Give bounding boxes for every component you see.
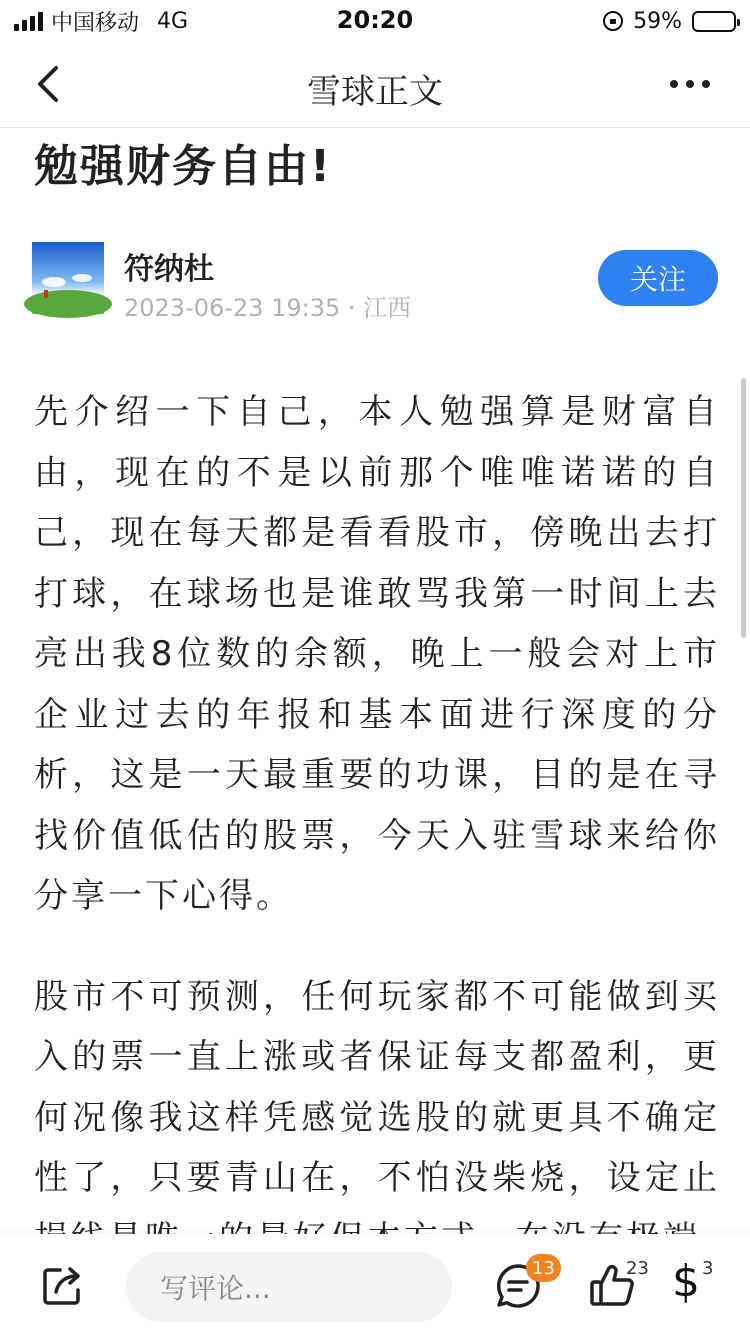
article-paragraph: 股市不可预测，任何玩家都不可能做到买入的票一直上涨或者保证每支都盈利，更何况像我这样凭感觉选股的就更具不确定性了，只要青山在，不怕没柴烧，设定止 bbox=[34, 976, 720, 1198]
status-right bbox=[603, 8, 736, 34]
scrollbar[interactable] bbox=[741, 378, 746, 638]
orientation-lock-icon bbox=[603, 11, 623, 31]
avatar[interactable] bbox=[32, 242, 104, 314]
more-dot bbox=[702, 80, 710, 88]
comment-input[interactable]: 写评论... bbox=[126, 1252, 452, 1322]
author-name[interactable]: 符纳杜 bbox=[124, 252, 214, 287]
comment-count-badge: 13 bbox=[526, 1254, 561, 1282]
nav-bar bbox=[0, 42, 750, 128]
bottom-bar bbox=[0, 1234, 750, 1334]
more-button[interactable] bbox=[670, 72, 710, 96]
more-dot bbox=[686, 80, 694, 88]
like-count: 23 bbox=[626, 1258, 649, 1279]
reward-button[interactable]: $ bbox=[672, 1256, 700, 1307]
post-meta: 2023-06-23 19:35 · 江西 bbox=[124, 294, 412, 322]
follow-button[interactable]: 关注 bbox=[598, 250, 718, 306]
article-headline: 勉强财务自由! bbox=[34, 141, 333, 192]
article-paragraph: 先介绍一下自己，本人勉强算是财富自由，现在的不是以前那个唯唯诺诺的自己，现在每天都是看看股市，傍晚出去打打球，在球场也是谁敢骂我第一时间上去亮出我8位数的余额，晚上一般会对上市企业过去的年报和基本面进行深度的分析，这是一天最重要的功课，目的是在寻找价值低估的股票，今天入驻雪球来给你分享一下心得。 bbox=[34, 392, 720, 916]
battery-percent: 59% bbox=[633, 8, 682, 34]
share-icon bbox=[40, 1264, 84, 1308]
share-button[interactable] bbox=[40, 1264, 84, 1308]
status-time: 20:20 bbox=[336, 6, 414, 34]
carrier-label: 中国移动 bbox=[51, 10, 140, 36]
more-dot bbox=[670, 80, 678, 88]
page-title: 雪球正文 bbox=[307, 72, 443, 112]
avatar-image bbox=[32, 242, 104, 314]
reward-count: 3 bbox=[702, 1258, 714, 1279]
battery-icon bbox=[692, 11, 736, 32]
article-content[interactable] bbox=[0, 128, 750, 1234]
article-body bbox=[34, 382, 720, 1309]
status-bar bbox=[0, 0, 750, 42]
network-label: 4G bbox=[157, 8, 189, 34]
